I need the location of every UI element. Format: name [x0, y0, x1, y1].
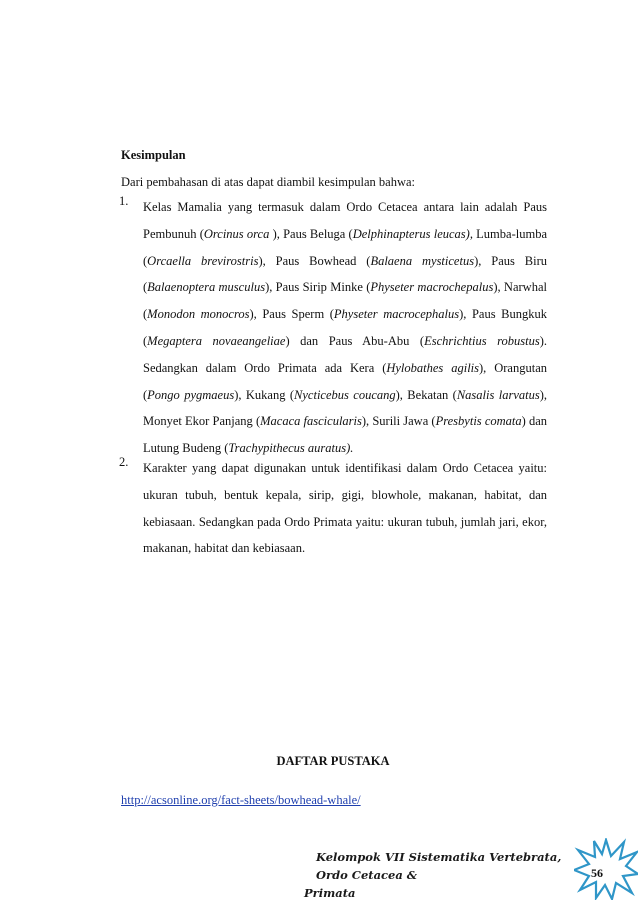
species-name: Trachypithecus auratus). [228, 441, 354, 456]
text-segment: Karakter yang dapat digunakan untuk identifikasi dalam Ordo Cetacea yaitu: ukuran tubuh, bentuk kepala, sirip, gigi, blowhole, makanan, habitat, dan kebiasaan. Sedangkan pada Ordo Primata yaitu: ukuran tubuh, jumlah jari, ekor, makanan, habitat dan kebiasaan. [143, 460, 547, 556]
species-name: Megaptera novaeangeliae [147, 333, 286, 348]
starburst-icon [574, 838, 638, 900]
text-segment: ), Paus Bowhead ( [258, 253, 371, 268]
text-segment: Lumba-lumba ( [143, 226, 547, 268]
text-segment: ), Paus Biru ( [143, 253, 548, 295]
text-segment: ), Paus Sperm ( [249, 307, 334, 322]
text-segment: ), Kukang ( [234, 387, 295, 402]
footer-title-line2: Primata [304, 886, 356, 900]
conclusion-list [119, 194, 548, 562]
text-segment: ), Bekatan ( [395, 387, 457, 402]
reference-link[interactable]: http://acsonline.org/fact-sheets/bowhead-whale/ [121, 793, 361, 807]
species-name: Orcaella brevirostris [147, 253, 259, 268]
species-name: Balaena mysticetus [370, 253, 475, 268]
footer-title-line1: Kelompok VII Sistematika Vertebrata, Ordo Cetacea & [316, 850, 562, 882]
list-item [119, 194, 547, 462]
text-segment: ). Sedangkan dalam Ordo Primata ada Kera ( [143, 333, 548, 375]
species-name: Presbytis comata [435, 414, 522, 429]
species-name: Nasalis larvatus [456, 387, 540, 402]
species-name: Monodon monocros [147, 307, 250, 322]
species-name: Orcinus orca [203, 226, 270, 241]
section-heading: Kesimpulan [121, 148, 186, 162]
text-segment: ), Paus Sirip Minke ( [265, 280, 371, 295]
list-number: 2. [119, 454, 129, 469]
page-footer [304, 848, 562, 902]
bibliography-heading: DAFTAR PUSTAKA [276, 754, 390, 768]
species-name: Balaenoptera musculus [147, 280, 266, 295]
species-name: Physeter macrochepalus [370, 280, 494, 295]
species-name: Delphinapterus leucas), [352, 226, 473, 241]
text-segment: ), Narwhal ( [143, 280, 547, 322]
text-segment: ) dan Paus Abu-Abu ( [285, 333, 425, 348]
species-name: Hylobathes agilis [386, 360, 480, 375]
intro-text: Dari pembahasan di atas dapat diambil kesimpulan bahwa: [121, 175, 416, 189]
species-name: Eschrichtius robustus [424, 333, 540, 348]
species-name: Physeter macrocephalus [333, 307, 460, 322]
text-segment: ) dan Lutung Budeng ( [143, 414, 547, 456]
text-segment: ), Orangutan ( [143, 360, 547, 402]
text-segment: ), Monyet Ekor Panjang ( [143, 387, 548, 429]
list-item-text [143, 455, 547, 562]
list-item [119, 455, 547, 562]
starburst-shape [574, 840, 638, 899]
text-segment: Kelas Mamalia yang termasuk dalam Ordo Cetacea antara lain adalah Paus Pembunuh ( [143, 200, 547, 241]
list-number: 1. [119, 194, 129, 208]
species-name: Nycticebus coucang [294, 387, 396, 402]
text-segment: ), Paus Bungkuk ( [143, 307, 547, 348]
species-name: Macaca fascicularis [260, 414, 362, 429]
text-segment: ), Paus Beluga ( [269, 226, 353, 241]
species-name: Pongo pygmaeus [147, 387, 235, 402]
page-number: 56 [591, 866, 603, 880]
text-segment: ), Surili Jawa ( [361, 414, 436, 429]
list-item-text [143, 194, 547, 462]
